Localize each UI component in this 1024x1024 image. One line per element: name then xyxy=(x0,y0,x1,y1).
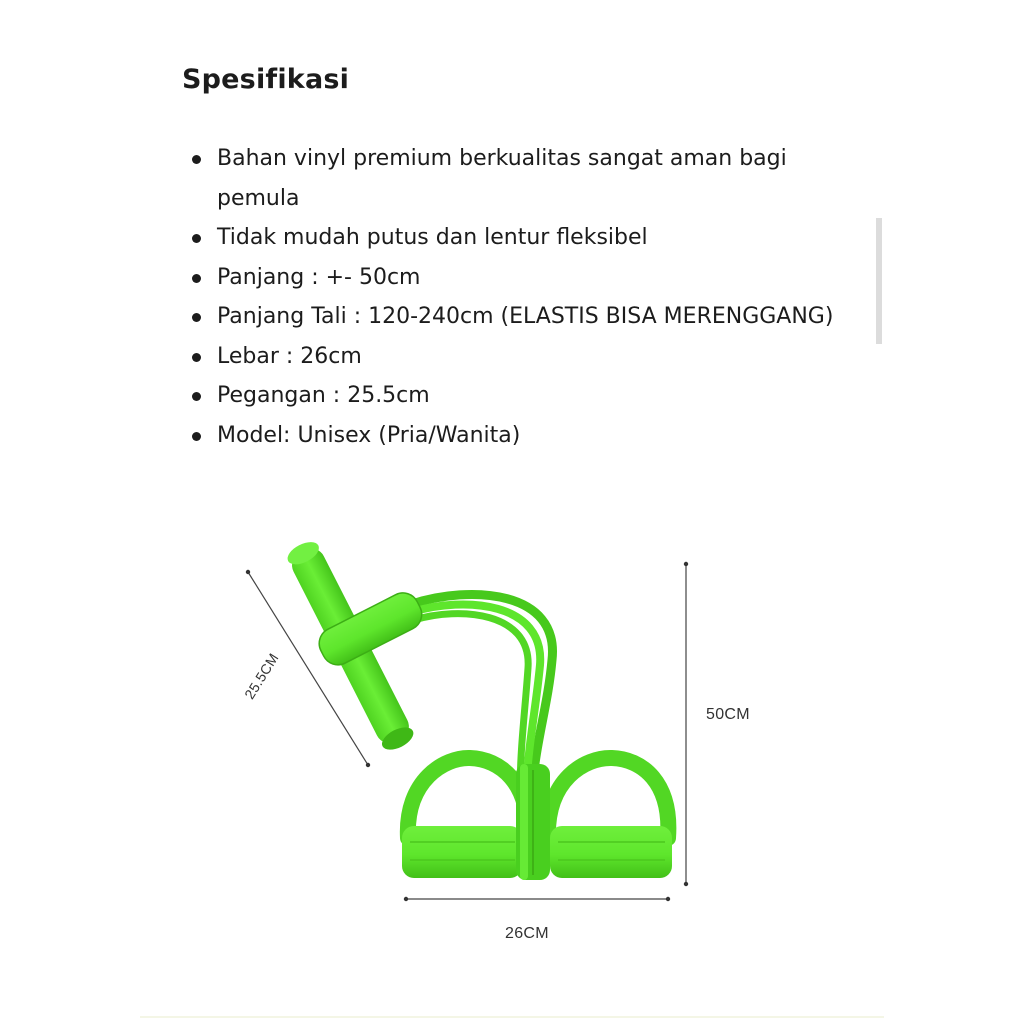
spec-item-width xyxy=(188,337,848,377)
bullet-icon xyxy=(192,274,201,283)
spec-list xyxy=(188,139,848,455)
dimension-label-width: 26CM xyxy=(505,925,549,942)
dimension-label-height: 50CM xyxy=(706,706,750,723)
spec-item-material xyxy=(188,139,848,218)
bullet-icon xyxy=(192,313,201,322)
bullet-icon xyxy=(192,234,201,243)
spec-item-model xyxy=(188,416,848,456)
divider xyxy=(140,1016,884,1018)
bullet-icon xyxy=(192,353,201,362)
spec-item-durability xyxy=(188,218,848,258)
foot-pedals xyxy=(402,758,672,880)
spec-item-handle xyxy=(188,376,848,416)
spec-item-length xyxy=(188,258,848,298)
spec-text: Lebar : 26cm xyxy=(217,343,362,369)
bullet-icon xyxy=(192,155,201,164)
scrollbar-thumb[interactable] xyxy=(876,218,882,344)
bullet-icon xyxy=(192,392,201,401)
page-title: Spesifikasi xyxy=(182,64,350,95)
dimension-line-width xyxy=(404,897,670,901)
bullet-icon xyxy=(192,432,201,441)
spec-text: Panjang : +- 50cm xyxy=(217,264,421,290)
spec-item-rope-length xyxy=(188,297,848,337)
product-illustration xyxy=(0,520,1024,980)
dimension-label-handle: 25.5CM xyxy=(241,650,282,702)
spec-text: Pegangan : 25.5cm xyxy=(217,383,430,408)
spec-text: Tidak mudah putus dan lentur fleksibel xyxy=(217,225,648,250)
spec-text: Model: Unisex (Pria/Wanita) xyxy=(217,422,521,448)
spec-text: Bahan vinyl premium berkualitas sangat aman bagi pemula xyxy=(217,146,787,211)
hand-grip xyxy=(284,537,427,754)
spec-text: Panjang Tali : 120-240cm (ELASTIS BISA MERENGGANG) xyxy=(217,304,834,329)
dimension-line-height xyxy=(684,562,688,886)
